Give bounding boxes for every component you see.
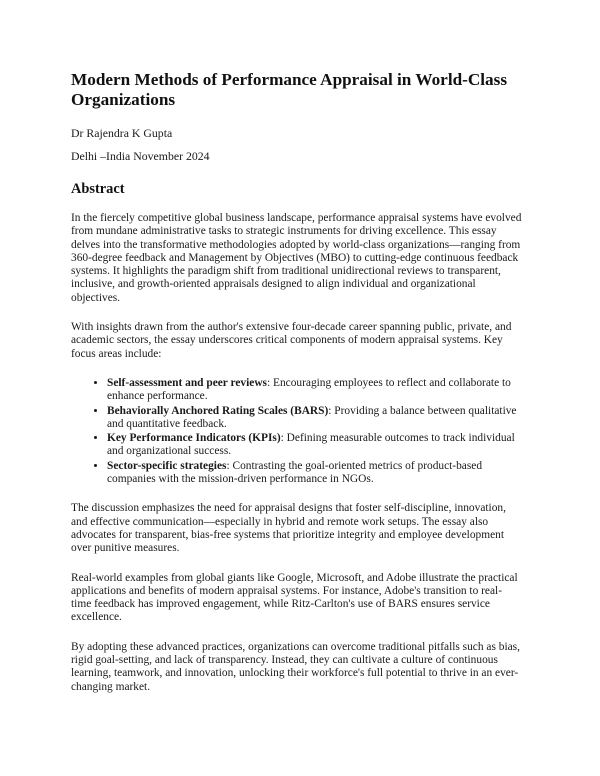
list-item [107,377,522,404]
abstract-paragraph-2: With insights drawn from the author's extensive four-decade career spanning public, private, and academic sectors, the essay underscores critical components of modern appraisal systems. Key focus areas include: [71,321,512,360]
list-item-term: Key Performance Indicators (KPIs) [107,432,281,445]
list-item [107,460,522,487]
abstract-paragraph-5: By adopting these advanced practices, organizations can overcome traditional pitfalls such as bias, rigid goal-setting, and lack of transparency. Instead, they can cultivate a culture of continuous learning, teamwork, and innovation, unlocking their workforce's full potential to thrive in an ever-changing market. [71,640,520,693]
abstract-paragraph-4: Real-world examples from global giants like Google, Microsoft, and Adobe illustrate the practical applications and benefits of modern appraisal systems. For instance, Adobe's transition to real-time feedback has improved engagement, while Ritz-Carlton's use of BARS ensures service excellence. [71,571,518,624]
abstract-paragraph-1: In the fiercely competitive global business landscape, performance appraisal systems have evolved from mundane administrative tasks to strategic instruments for driving excellence. This essay delves into the transformative methodologies adopted by world-class organizations—ranging from 360-degree feedback and Management by Objectives (MBO) to cutting-edge continuous feedback systems. It highlights the paradigm shift from traditional unidirectional reviews to transparent, inclusive, and growth-oriented appraisals designed to align individual and organizational objectives. [71,212,522,304]
list-item [107,405,522,432]
paper-title: Modern Methods of Performance Appraisal in World-Class Organizations [71,70,508,109]
list-item-desc: : Providing a balance between qualitative and quantitative feedback. [107,404,517,430]
location-date: Delhi –India November 2024 [71,149,210,163]
focus-areas-list [71,377,522,486]
list-item-desc: : Encouraging employees to reflect and collaborate to enhance performance. [107,376,511,403]
list-item-desc: : Contrasting the goal-oriented metrics of product-based companies with the mission-driven performance in NGOs. [107,459,483,486]
abstract-heading: Abstract [71,181,125,197]
list-item-term: Behaviorally Anchored Rating Scales (BARS) [107,404,329,417]
abstract-paragraph-3: The discussion emphasizes the need for appraisal designs that foster self-discipline, innovation, and effective communication—especially in hybrid and remote work setups. The essay also advocates for transparent, bias-free systems that prioritize integrity and employee development over punitive measures. [71,502,506,555]
list-item-term: Sector-specific strategies [107,459,227,472]
list-item-desc: : Defining measurable outcomes to track individual and organizational success. [107,432,515,458]
list-item [107,432,522,459]
author-name: Dr Rajendra K Gupta [71,126,173,140]
list-item-term: Self-assessment and peer reviews [107,376,267,389]
